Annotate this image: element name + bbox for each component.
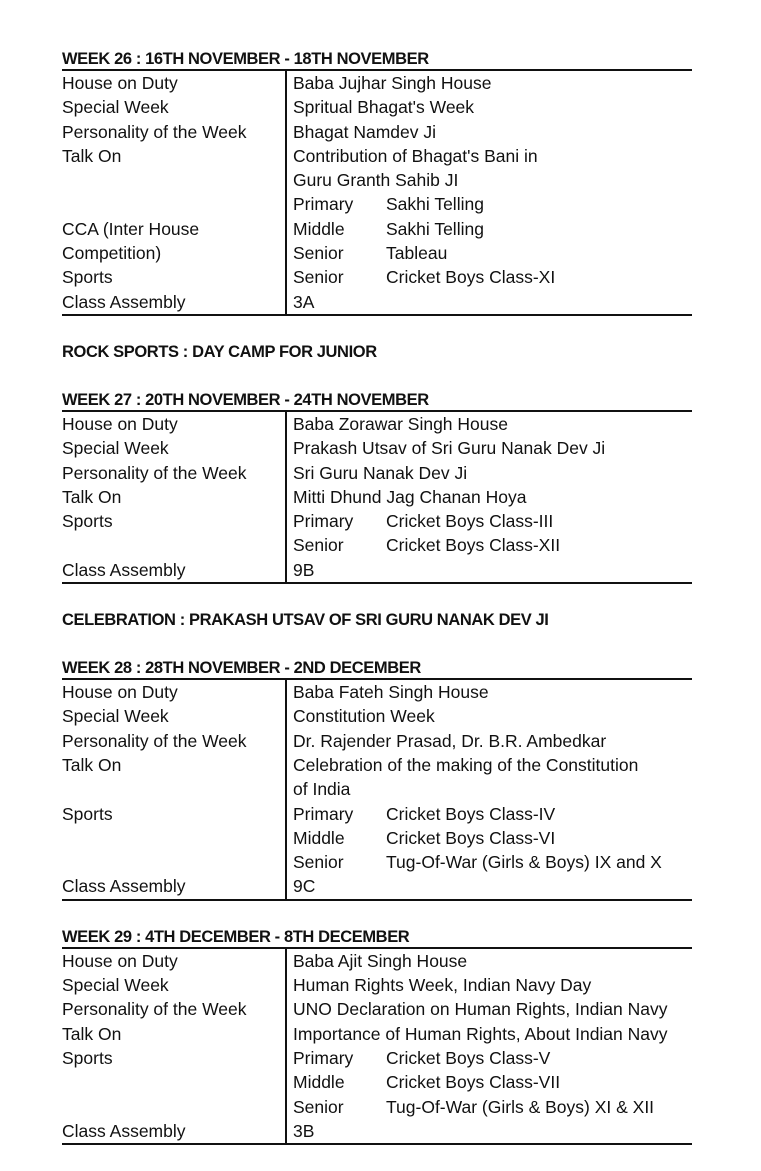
- table-row: [62, 71, 692, 95]
- table-row: [62, 436, 692, 460]
- week-title: WEEK 27 : 20TH NOVEMBER - 24TH NOVEMBER: [62, 390, 692, 412]
- table-row: [62, 412, 692, 436]
- week-table: [62, 71, 692, 316]
- row-value: Dr. Rajender Prasad, Dr. B.R. Ambedkar: [293, 730, 607, 751]
- row-label: Competition): [62, 241, 287, 265]
- row-value: 3B: [293, 1120, 315, 1141]
- row-value: Tableau: [386, 243, 448, 264]
- row-label: Class Assembly: [62, 874, 287, 898]
- row-label: House on Duty: [62, 412, 287, 436]
- row-value: Human Rights Week, Indian Navy Day: [293, 975, 592, 996]
- row-value-cell: [287, 850, 692, 874]
- week-table: [62, 949, 692, 1145]
- table-row: [62, 997, 692, 1021]
- row-value: Sakhi Telling: [386, 218, 484, 239]
- row-value: Cricket Boys Class-VII: [386, 1072, 561, 1093]
- row-label: Sports: [62, 265, 287, 289]
- row-value: Baba Ajit Singh House: [293, 950, 468, 971]
- row-label: House on Duty: [62, 680, 287, 704]
- level-label: Middle: [293, 218, 345, 239]
- row-label: [62, 192, 287, 216]
- row-value-cell: [287, 997, 692, 1021]
- table-row: [62, 826, 692, 850]
- week-28-block: [62, 658, 692, 901]
- row-value-cell: [287, 168, 692, 192]
- row-value: Cricket Boys Class-XII: [386, 535, 561, 556]
- row-label: Special Week: [62, 973, 287, 997]
- row-value-cell: [287, 1119, 692, 1143]
- week-table: [62, 412, 692, 584]
- schedule-page: [62, 49, 692, 1171]
- row-value: Baba Zorawar Singh House: [293, 413, 508, 434]
- table-row: [62, 704, 692, 728]
- row-label: Special Week: [62, 436, 287, 460]
- row-label: [62, 168, 287, 192]
- table-row: [62, 802, 692, 826]
- level-label: Primary: [293, 511, 354, 532]
- row-value-cell: [287, 412, 692, 436]
- row-value-cell: [287, 802, 692, 826]
- table-row: [62, 949, 692, 973]
- row-label: Personality of the Week: [62, 729, 287, 753]
- row-label: [62, 777, 287, 801]
- level-label: Primary: [293, 1047, 354, 1068]
- row-value: Bhagat Namdev Ji: [293, 121, 436, 142]
- row-value: Mitti Dhund Jag Chanan Hoya: [293, 486, 527, 507]
- rock-sports-note: ROCK SPORTS : DAY CAMP FOR JUNIOR: [62, 342, 377, 361]
- row-label: Personality of the Week: [62, 997, 287, 1021]
- row-value: Sri Guru Nanak Dev Ji: [293, 462, 468, 483]
- level-label: Senior: [293, 1096, 344, 1117]
- row-label: [62, 850, 287, 874]
- row-value: Tug-Of-War (Girls & Boys) XI & XII: [386, 1096, 655, 1117]
- row-value: Baba Jujhar Singh House: [293, 73, 492, 93]
- row-value-cell: [287, 753, 692, 777]
- week-table: [62, 680, 692, 901]
- table-row: [62, 241, 692, 265]
- level-label: Senior: [293, 535, 344, 556]
- week-title: WEEK 29 : 4TH DECEMBER - 8TH DECEMBER: [62, 927, 692, 949]
- row-value-cell: [287, 265, 692, 289]
- row-value-cell: [287, 874, 692, 898]
- row-label: Sports: [62, 1046, 287, 1070]
- row-value: Cricket Boys Class-XI: [386, 267, 556, 288]
- level-label: Middle: [293, 827, 345, 848]
- row-label: Talk On: [62, 144, 287, 168]
- row-label: Class Assembly: [62, 1119, 287, 1143]
- row-value: Guru Granth Sahib JI: [293, 170, 459, 191]
- row-value-cell: [287, 680, 692, 704]
- table-row: [62, 1095, 692, 1119]
- row-value-cell: [287, 704, 692, 728]
- row-label: [62, 1095, 287, 1119]
- table-row: [62, 168, 692, 192]
- row-label: Talk On: [62, 753, 287, 777]
- row-value-cell: [287, 777, 692, 801]
- level-label: Senior: [293, 267, 344, 288]
- row-value-cell: [287, 1046, 692, 1070]
- row-value: Celebration of the making of the Constitution: [293, 754, 639, 775]
- row-value: Importance of Human Rights, About Indian Navy: [293, 1023, 668, 1044]
- row-value: 9C: [293, 876, 316, 897]
- row-value-cell: [287, 949, 692, 973]
- row-value: Constitution Week: [293, 706, 435, 727]
- row-value-cell: [287, 95, 692, 119]
- row-value: Spritual Bhagat's Week: [293, 97, 475, 118]
- level-label: Primary: [293, 803, 354, 824]
- row-label: Personality of the Week: [62, 461, 287, 485]
- row-value: Baba Fateh Singh House: [293, 682, 489, 703]
- row-value: Cricket Boys Class-IV: [386, 803, 556, 824]
- week-title: WEEK 26 : 16TH NOVEMBER - 18TH NOVEMBER: [62, 49, 692, 71]
- table-row: [62, 144, 692, 168]
- week-27-block: [62, 390, 692, 584]
- row-label: Class Assembly: [62, 558, 287, 582]
- row-value-cell: [287, 973, 692, 997]
- row-value-cell: [287, 729, 692, 753]
- table-row: [62, 509, 692, 533]
- table-row: [62, 485, 692, 509]
- row-value: Contribution of Bhagat's Bani in: [293, 145, 538, 166]
- level-label: Primary: [293, 194, 354, 215]
- row-label: House on Duty: [62, 949, 287, 973]
- row-value-cell: [287, 485, 692, 509]
- row-value-cell: [287, 192, 692, 216]
- row-value: Prakash Utsav of Sri Guru Nanak Dev Ji: [293, 438, 606, 459]
- row-label: Sports: [62, 802, 287, 826]
- row-label: Sports: [62, 509, 287, 533]
- row-value-cell: [287, 461, 692, 485]
- row-value: Tug-Of-War (Girls & Boys) IX and X: [386, 852, 662, 873]
- row-value-cell: [287, 1070, 692, 1094]
- table-row: [62, 753, 692, 777]
- table-row: [62, 680, 692, 704]
- level-label: Senior: [293, 243, 344, 264]
- celebration-note: CELEBRATION : PRAKASH UTSAV OF SRI GURU NANAK DEV JI: [62, 611, 549, 630]
- row-value-cell: [287, 217, 692, 241]
- table-row: [62, 533, 692, 557]
- table-row: [62, 120, 692, 144]
- row-value-cell: [287, 290, 692, 314]
- table-row: [62, 217, 692, 241]
- row-value-cell: [287, 1022, 692, 1046]
- table-row: [62, 1119, 692, 1143]
- row-value-cell: [287, 533, 692, 557]
- table-row: [62, 95, 692, 119]
- week-title: WEEK 28 : 28TH NOVEMBER - 2ND DECEMBER: [62, 658, 692, 680]
- row-value: Cricket Boys Class-III: [386, 511, 554, 532]
- table-row: [62, 973, 692, 997]
- table-row: [62, 265, 692, 289]
- level-label: Middle: [293, 1072, 345, 1093]
- row-label: Talk On: [62, 485, 287, 509]
- row-value-cell: [287, 71, 692, 95]
- table-row: [62, 729, 692, 753]
- row-value: UNO Declaration on Human Rights, Indian Navy: [293, 999, 668, 1020]
- level-label: Senior: [293, 852, 344, 873]
- row-label: [62, 1070, 287, 1094]
- row-label: Special Week: [62, 704, 287, 728]
- table-row: [62, 192, 692, 216]
- row-value-cell: [287, 120, 692, 144]
- row-value-cell: [287, 509, 692, 533]
- row-label: [62, 533, 287, 557]
- table-row: [62, 850, 692, 874]
- row-value: of India: [293, 779, 351, 800]
- row-label: House on Duty: [62, 71, 287, 95]
- row-label: CCA (Inter House: [62, 217, 287, 241]
- table-row: [62, 290, 692, 314]
- table-row: [62, 1046, 692, 1070]
- row-value-cell: [287, 1095, 692, 1119]
- week-26-block: [62, 49, 692, 316]
- table-row: [62, 777, 692, 801]
- row-value-cell: [287, 241, 692, 265]
- table-row: [62, 1070, 692, 1094]
- row-label: [62, 826, 287, 850]
- table-row: [62, 1022, 692, 1046]
- row-value-cell: [287, 826, 692, 850]
- table-row: [62, 461, 692, 485]
- table-row: [62, 558, 692, 582]
- table-row: [62, 874, 692, 898]
- row-value: 3A: [293, 291, 315, 312]
- row-label: Talk On: [62, 1022, 287, 1046]
- row-value-cell: [287, 436, 692, 460]
- row-label: Class Assembly: [62, 290, 287, 314]
- row-value: 9B: [293, 559, 315, 580]
- row-value: Sakhi Telling: [386, 194, 484, 215]
- row-value-cell: [287, 144, 692, 168]
- row-label: Special Week: [62, 95, 287, 119]
- row-value: Cricket Boys Class-V: [386, 1047, 551, 1068]
- week-29-block: [62, 927, 692, 1145]
- row-value-cell: [287, 558, 692, 582]
- row-value: Cricket Boys Class-VI: [386, 827, 556, 848]
- row-label: Personality of the Week: [62, 120, 287, 144]
